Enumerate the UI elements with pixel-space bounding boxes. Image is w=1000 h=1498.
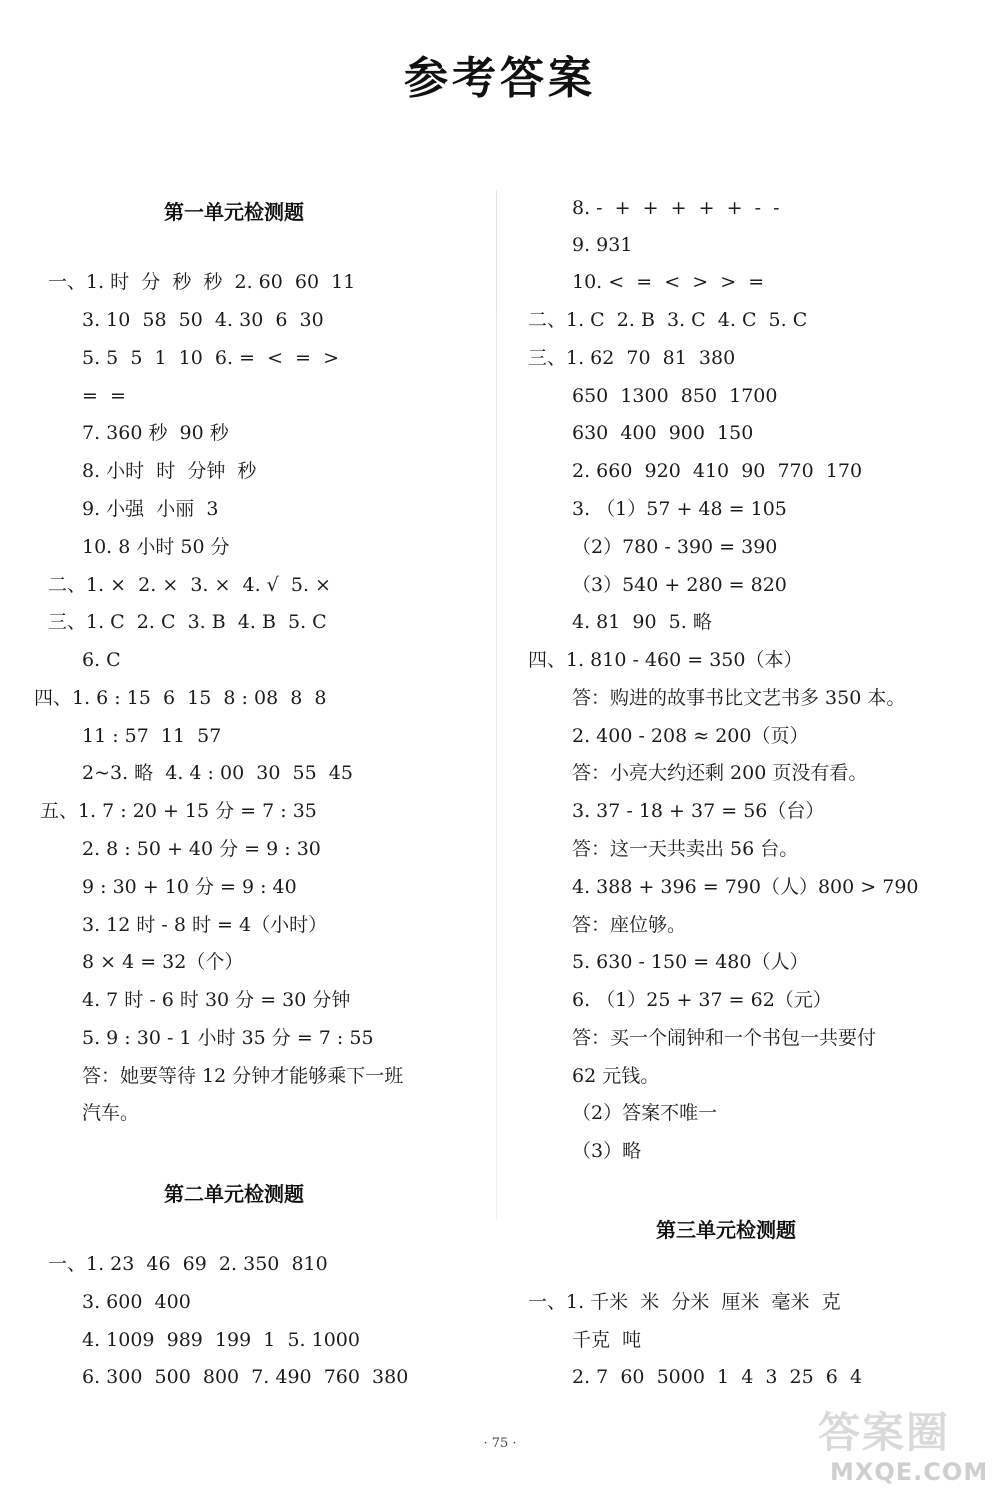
watermark-text: 答案圈	[818, 1408, 951, 1457]
answer-line: 5. 9 : 30 - 1 小时 35 分 = 7 : 55	[82, 1027, 374, 1049]
answer-line: 8. - + + + + + - -	[572, 197, 780, 219]
answer-line: 7. 360 秒 90 秒	[82, 422, 229, 444]
answer-line: 10. < = < > > =	[572, 271, 765, 293]
answer-line: 62 元钱。	[572, 1065, 660, 1087]
answer-line: 千克 吨	[572, 1329, 642, 1351]
answer-line: （3）540 + 280 = 820	[572, 574, 787, 596]
answer-line: 5. 630 - 150 = 480（人）	[572, 951, 809, 973]
watermark-logo	[818, 1400, 988, 1490]
answer-line: 二、1. C 2. B 3. C 4. C 5. C	[528, 309, 808, 331]
answer-line: 8. 小时 时 分钟 秒	[82, 460, 257, 482]
answer-line: 答：这一天共卖出 56 台。	[572, 838, 799, 860]
answer-line: 630 400 900 150	[572, 422, 754, 444]
answer-line: 一、1. 23 46 69 2. 350 810	[48, 1253, 328, 1275]
section-heading-unit-2: 第二单元检测题	[164, 1182, 304, 1206]
answer-line: 2. 660 920 410 90 770 170	[572, 460, 863, 482]
answer-line: 10. 8 小时 50 分	[82, 536, 230, 558]
answer-line: 4. 81 90 5. 略	[572, 611, 712, 633]
answer-line: 11 : 57 11 57	[82, 725, 222, 747]
answer-line: 汽车。	[82, 1102, 140, 1124]
answer-line: 3. （1）57 + 48 = 105	[572, 498, 787, 520]
answer-line: 5. 5 5 1 10 6. = < = >	[82, 347, 340, 369]
answer-line: 三、1. C 2. C 3. B 4. B 5. C	[48, 611, 327, 633]
answer-line: 650 1300 850 1700	[572, 385, 778, 407]
answer-line: 二、1. × 2. × 3. × 4. √ 5. ×	[48, 574, 331, 596]
answer-line: 9 : 30 + 10 分 = 9 : 40	[82, 876, 297, 898]
answer-line: 答：座位够。	[572, 914, 687, 936]
answer-line: （2）780 - 390 = 390	[572, 536, 778, 558]
answer-line: 3. 600 400	[82, 1291, 191, 1313]
answer-line: （2）答案不唯一	[572, 1102, 718, 1124]
answer-line: 4. 1009 989 199 1 5. 1000	[82, 1329, 360, 1351]
answer-line: 6. C	[82, 649, 121, 671]
answer-line: 四、1. 6 : 15 6 15 8 : 08 8 8	[34, 687, 327, 709]
answer-line: 9. 小强 小丽 3	[82, 498, 219, 520]
answer-line: 一、1. 千米 米 分米 厘米 毫米 克	[528, 1291, 841, 1313]
answer-line: 3. 10 58 50 4. 30 6 30	[82, 309, 324, 331]
answer-line: 一、1. 时 分 秒 秒 2. 60 60 11	[48, 271, 356, 293]
answer-line: 3. 37 - 18 + 37 = 56（台）	[572, 800, 825, 822]
answer-line: 6. （1）25 + 37 = 62（元）	[572, 989, 832, 1011]
answer-line: 2. 8 : 50 + 40 分 = 9 : 30	[82, 838, 321, 860]
page-number: · 75 ·	[483, 1436, 517, 1451]
answer-line: 2~3. 略 4. 4 : 00 30 55 45	[82, 762, 353, 784]
answer-line: 四、1. 810 - 460 = 350（本）	[528, 649, 803, 671]
answer-line: 8 × 4 = 32（个）	[82, 951, 244, 973]
answer-line: 答：小亮大约还剩 200 页没有看。	[572, 762, 868, 784]
answer-line: 4. 7 时 - 6 时 30 分 = 30 分钟	[82, 989, 351, 1011]
answer-line: 五、1. 7 : 20 + 15 分 = 7 : 35	[40, 800, 317, 822]
answer-line: （3）略	[572, 1140, 642, 1162]
answer-line: 3. 12 时 - 8 时 = 4（小时）	[82, 914, 328, 936]
answer-line: 答：买一个闹钟和一个书包一共要付	[572, 1027, 877, 1049]
section-heading-unit-3: 第三单元检测题	[656, 1218, 796, 1242]
page-title: 参考答案	[404, 53, 596, 104]
watermark-url: MXQE.COM	[830, 1458, 989, 1486]
answer-line: 答：她要等待 12 分钟才能够乘下一班	[82, 1065, 404, 1087]
answer-line: 答：购进的故事书比文艺书多 350 本。	[572, 687, 906, 709]
answer-line: 6. 300 500 800 7. 490 760 380	[82, 1366, 409, 1388]
answer-line: 4. 388 + 396 = 790（人）800 > 790	[572, 876, 919, 898]
column-divider	[496, 190, 497, 1220]
answer-line: = =	[82, 385, 126, 407]
answer-line: 三、1. 62 70 81 380	[528, 347, 736, 369]
section-heading-unit-1: 第一单元检测题	[164, 200, 304, 224]
answer-line: 2. 7 60 5000 1 4 3 25 6 4	[572, 1366, 863, 1388]
answer-line: 2. 400 - 208 ≈ 200（页）	[572, 725, 809, 747]
answer-line: 9. 931	[572, 234, 633, 256]
